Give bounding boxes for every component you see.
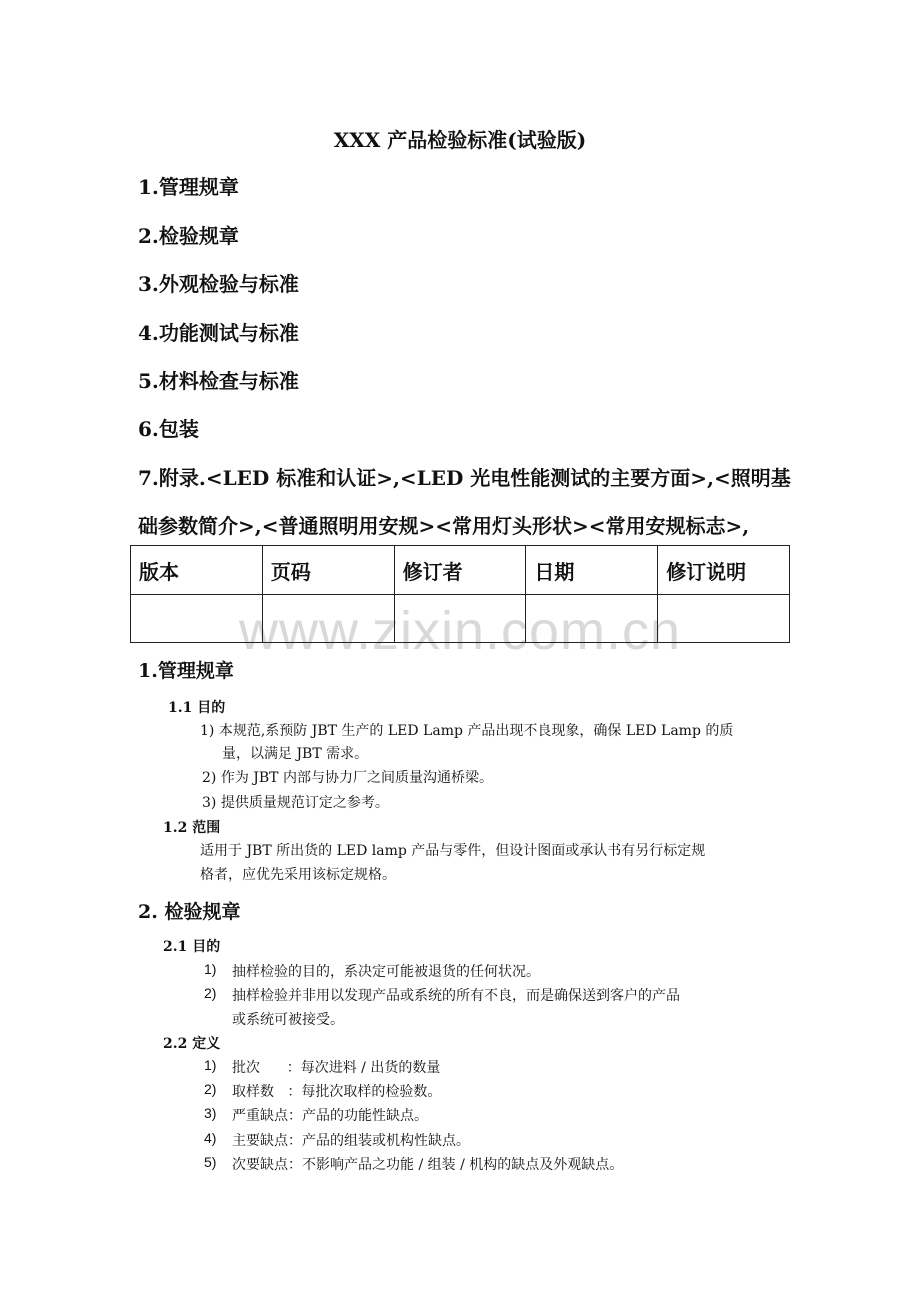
list-number: 4) [204, 1130, 217, 1146]
header-version: 版本 [131, 546, 263, 595]
list-item: 次要缺点：不影响产品之功能 / 组装 / 机构的缺点及外观缺点。 [232, 1157, 624, 1173]
toc-item-4: 4.功能测试与标准 [138, 321, 299, 345]
toc-item-1: 1.管理规章 [138, 175, 239, 199]
section-2-1-heading: 2.1 目的 [163, 939, 221, 955]
list-number: 5) [204, 1154, 217, 1170]
list-item: 取样数 ：每批次取样的检验数。 [232, 1084, 442, 1100]
section-1-heading: 1.管理规章 [138, 660, 234, 682]
table-cell [131, 595, 263, 643]
list-number: 2) [204, 985, 217, 1001]
watermark: www.zixin.com.cn [238, 601, 682, 661]
header-date: 日期 [526, 546, 658, 595]
table-row [131, 595, 790, 643]
toc-item-6: 6.包装 [138, 417, 199, 441]
list-number: 2) [204, 1081, 217, 1097]
paragraph-line: 格者，应优先采用该标定规格。 [200, 867, 396, 883]
toc-item-5: 5.材料检查与标准 [138, 369, 299, 393]
toc-item-2: 2.检验规章 [138, 224, 239, 248]
revision-table-header [131, 546, 790, 595]
list-item: 抽样检验的目的，系决定可能被退货的任何状况。 [232, 964, 540, 980]
section-1-1-heading: 1.1 目的 [168, 700, 226, 716]
table-cell [526, 595, 658, 643]
list-item: 主要缺点：产品的组装或机构性缺点。 [232, 1133, 470, 1149]
toc-item-7: 7.附录.<LED 标准和认证>,<LED 光电性能测试的主要方面>,<照明基 [138, 466, 791, 490]
list-item: 1) 本规范,系预防 JBT 生产的 LED Lamp 产品出现不良现象，确保 LED Lamp 的质 [200, 723, 734, 739]
document-title: XXX 产品检验标准(试验版) [333, 128, 587, 152]
list-number: 1) [204, 961, 217, 977]
list-item: 量，以满足 JBT 需求。 [222, 746, 369, 762]
list-item: 3) 提供质量规范订定之参考。 [202, 795, 389, 811]
list-item: 严重缺点：产品的功能性缺点。 [232, 1108, 428, 1124]
table-cell [658, 595, 790, 643]
list-item: 批次 ：每次进料 / 出货的数量 [232, 1060, 441, 1076]
list-item: 2) 作为 JBT 内部与协力厂之间质量沟通桥梁。 [202, 770, 493, 786]
paragraph-line: 适用于 JBT 所出货的 LED lamp 产品与零件，但设计图面或承认书有另行标定规 [200, 843, 706, 859]
list-item: 或系统可被接受。 [232, 1012, 344, 1028]
list-item: 抽样检验并非用以发现产品或系统的所有不良，而是确保送到客户的产品 [232, 988, 680, 1004]
header-reviser: 修订者 [394, 546, 526, 595]
list-number: 3) [204, 1105, 217, 1121]
header-page: 页码 [262, 546, 394, 595]
section-1-2-heading: 1.2 范围 [163, 820, 221, 836]
table-cell [394, 595, 526, 643]
section-2-heading: 2. 检验规章 [138, 901, 241, 923]
toc-item-3: 3.外观检验与标准 [138, 272, 299, 296]
table-cell [262, 595, 394, 643]
list-number: 1) [204, 1057, 217, 1073]
toc-item-7-cont: 础参数简介>,<普通照明用安规><常用灯头形状><常用安规标志>, [138, 514, 750, 538]
section-2-2-heading: 2.2 定义 [163, 1036, 221, 1052]
revision-table [130, 545, 790, 643]
header-notes: 修订说明 [658, 546, 790, 595]
